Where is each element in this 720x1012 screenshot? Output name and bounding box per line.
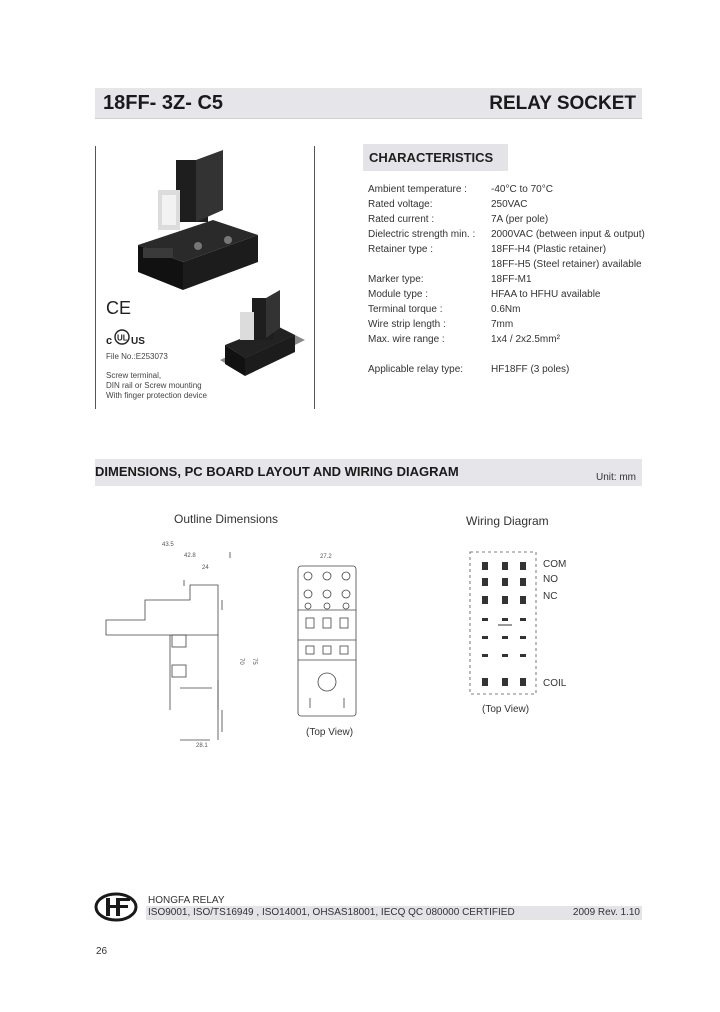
top-view-label-left: (Top View) (306, 727, 354, 738)
wiring-label-coil: COIL (543, 678, 567, 689)
unit-label: Unit: mm (596, 472, 636, 483)
spec-label: Ambient temperature : (368, 184, 467, 195)
photo-note-1: Screw terminal, (106, 371, 162, 380)
photo-note-2: DIN rail or Screw mounting (106, 381, 202, 390)
svg-text:c: c (106, 335, 113, 347)
ul-mark-icon (106, 328, 152, 348)
dim-label-24: 24 (202, 565, 209, 571)
characteristics-heading (363, 144, 508, 171)
dimensions-section-bar (95, 459, 642, 486)
part-number: 18FF- 3Z- C5 (103, 92, 224, 114)
dim-label-43-5: 43.5 (162, 542, 174, 548)
wiring-diagram-drawing (468, 550, 538, 696)
dim-label-28-1: 28.1 (196, 743, 208, 749)
dim-label-70: 70 (238, 658, 244, 665)
outline-dimensions-caption: Outline Dimensions (174, 512, 279, 526)
spec-value: 18FF-H5 (Steel retainer) available (491, 259, 642, 270)
spec-label: Wire strip length : (368, 319, 446, 330)
dimensions-heading: DIMENSIONS, PC BOARD LAYOUT AND WIRING DIAGRAM (95, 464, 459, 479)
spec-value: -40°C to 70°C (491, 184, 553, 195)
spec-label: Retainer type : (368, 244, 434, 255)
spec-value: 7A (per pole) (491, 214, 549, 225)
spec-value: HF18FF (3 poles) (491, 364, 570, 375)
hongfa-logo-icon (94, 892, 140, 922)
spec-label: Marker type: (368, 274, 424, 285)
spec-value: 250VAC (491, 199, 528, 210)
footer-revision: 2009 Rev. 1.10 (572, 907, 640, 918)
dim-label-27-2: 27.2 (320, 554, 332, 560)
file-number: File No.:E253073 (106, 352, 168, 361)
spec-label: Max. wire range : (368, 334, 445, 345)
ul-mark-text: US (131, 336, 145, 347)
divider-left (95, 146, 96, 409)
spec-value: 7mm (491, 319, 514, 330)
footer-bar (146, 906, 642, 920)
spec-value: 18FF-H4 (Plastic retainer) (491, 244, 607, 255)
divider-right (314, 146, 315, 409)
relay-socket-photo-large (128, 150, 268, 290)
footer-brand: HONGFA RELAY (148, 895, 225, 906)
spec-label: Dielectric strength min. : (368, 229, 476, 240)
photo-note-3: With finger protection device (106, 391, 207, 400)
characteristics-title: CHARACTERISTICS (369, 150, 494, 165)
outline-side-view-drawing (100, 540, 260, 750)
spec-label: Rated voltage: (368, 199, 433, 210)
spec-value: 2000VAC (between input & output) (491, 229, 645, 240)
spec-label: Applicable relay type: (368, 364, 464, 375)
spec-label: Terminal torque : (368, 304, 443, 315)
product-type: RELAY SOCKET (489, 93, 636, 114)
spec-label: Rated current : (368, 214, 435, 225)
footer-certifications: ISO9001, ISO/TS16949 , ISO14001, OHSAS18001, IECQ QC 080000 CERTIFIED (148, 907, 515, 918)
title-bar (95, 88, 642, 119)
dim-label-42-8: 42.8 (184, 553, 196, 559)
wiring-label-nc: NC (543, 591, 558, 602)
top-view-label-right: (Top View) (482, 704, 530, 715)
spec-value: HFAA to HFHU available (491, 289, 601, 300)
spec-value: 18FF-M1 (491, 274, 532, 285)
page-number: 26 (96, 946, 108, 957)
spec-value: 0.6Nm (491, 304, 521, 315)
spec-label: Module type : (368, 289, 429, 300)
wiring-diagram-caption: Wiring Diagram (466, 514, 549, 528)
outline-top-view-drawing (296, 548, 360, 720)
ce-mark-icon (106, 298, 130, 316)
relay-socket-photo-small (220, 290, 305, 385)
ce-mark-text: CE (106, 298, 132, 318)
svg-text:UL: UL (117, 333, 128, 343)
wiring-label-com: COM (543, 559, 567, 570)
dim-label-75: 75 (251, 658, 257, 665)
wiring-label-no: NO (543, 574, 558, 585)
spec-value: 1x4 / 2x2.5mm² (491, 334, 560, 345)
